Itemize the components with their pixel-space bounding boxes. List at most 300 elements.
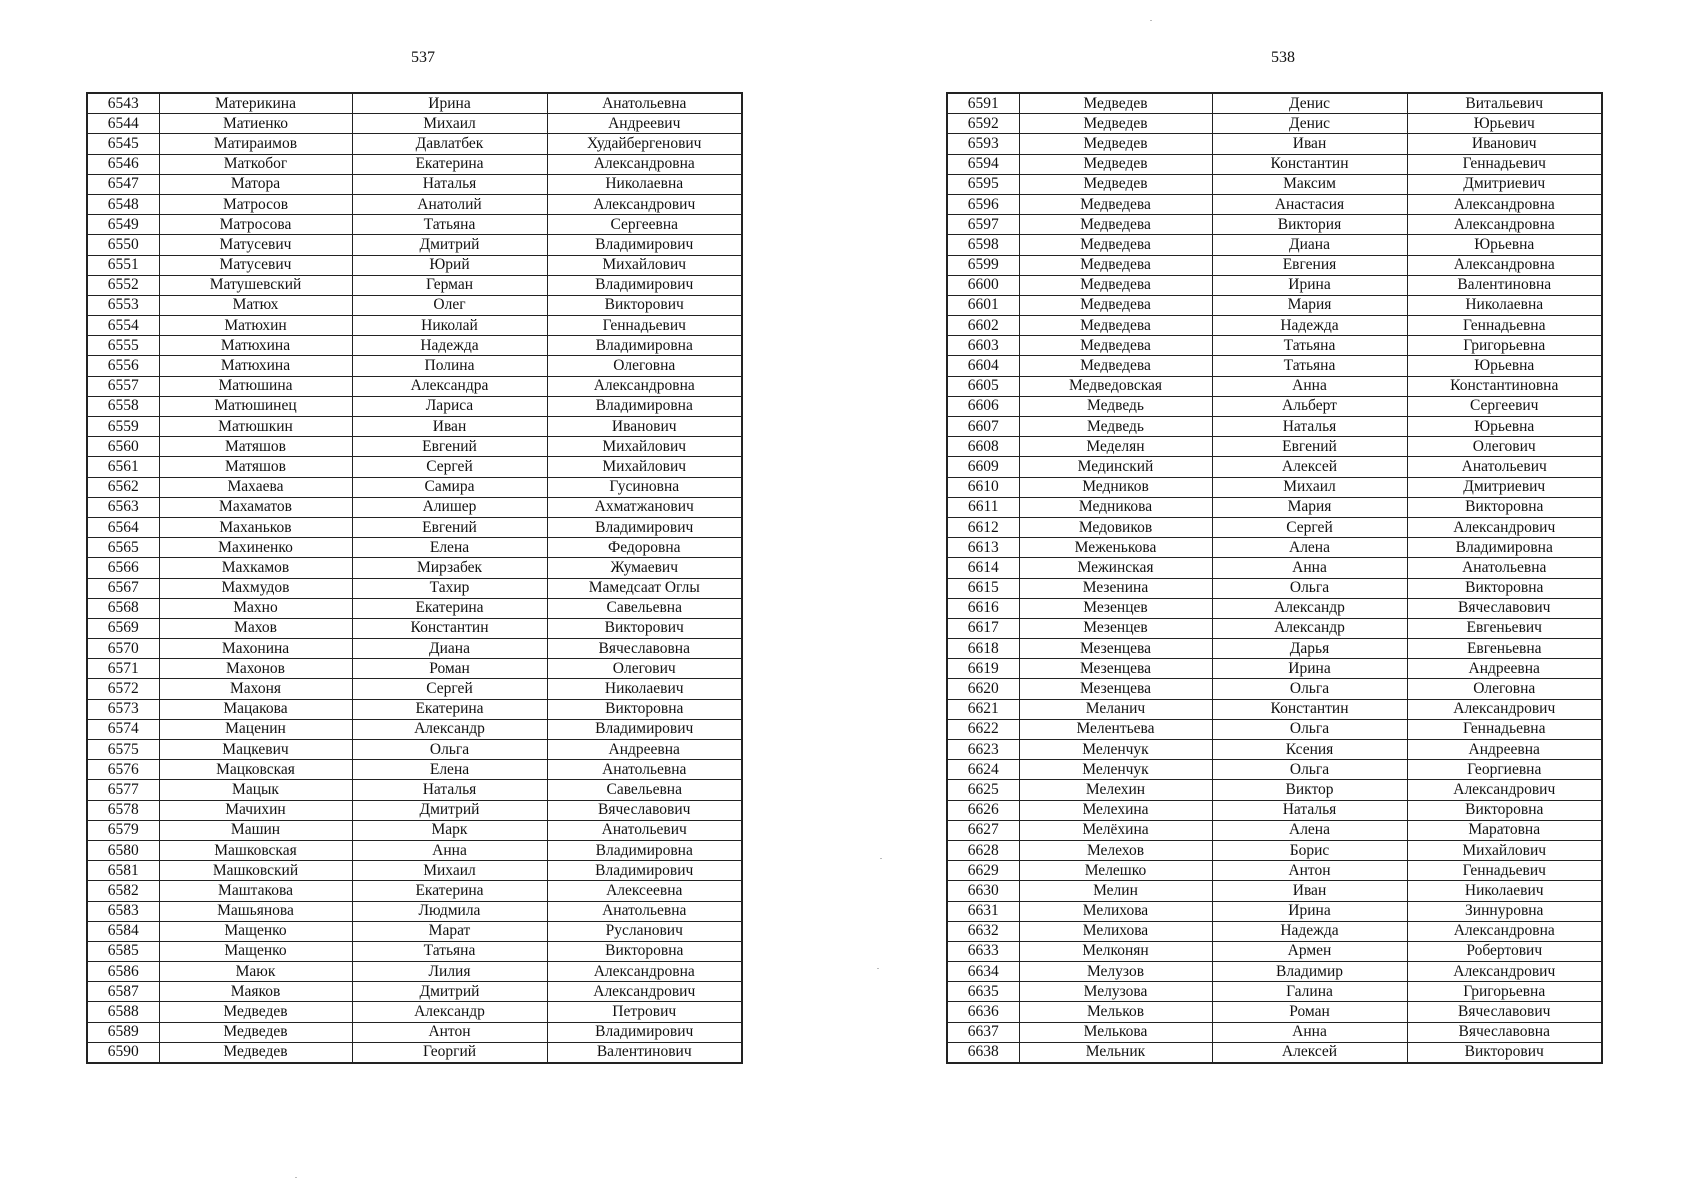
surname-cell: Мезенцева	[1019, 659, 1212, 679]
table-row	[87, 396, 742, 416]
first-name-cell: Полина	[352, 356, 547, 376]
patronymic-cell: Геннадьевич	[1407, 154, 1602, 174]
first-name-cell: Марат	[352, 921, 547, 941]
patronymic-cell: Анатольевна	[1407, 558, 1602, 578]
surname-cell: Мелузов	[1019, 962, 1212, 982]
record-number-cell: 6602	[947, 316, 1019, 336]
record-number-cell: 6589	[87, 1022, 159, 1042]
first-name-cell: Алена	[1212, 820, 1407, 840]
patronymic-cell: Ахматжанович	[547, 497, 742, 517]
patronymic-cell: Александрович	[1407, 699, 1602, 719]
first-name-cell: Константин	[1212, 154, 1407, 174]
surname-cell: Мелехин	[1019, 780, 1212, 800]
table-row	[87, 699, 742, 719]
first-name-cell: Виктор	[1212, 780, 1407, 800]
table-row	[87, 901, 742, 921]
record-number-cell: 6549	[87, 215, 159, 235]
table-row	[947, 497, 1602, 517]
patronymic-cell: Михайлович	[547, 255, 742, 275]
record-number-cell: 6637	[947, 1022, 1019, 1042]
surname-cell: Матусевич	[159, 235, 352, 255]
record-number-cell: 6559	[87, 417, 159, 437]
first-name-cell: Татьяна	[352, 215, 547, 235]
surname-cell: Меленчук	[1019, 760, 1212, 780]
patronymic-cell: Валентинович	[547, 1042, 742, 1063]
first-name-cell: Константин	[352, 618, 547, 638]
patronymic-cell: Владимирович	[547, 719, 742, 739]
record-number-cell: 6546	[87, 154, 159, 174]
surname-cell: Матюхин	[159, 316, 352, 336]
patronymic-cell: Викторовна	[1407, 497, 1602, 517]
table-row	[87, 1042, 742, 1063]
surname-cell: Мелихова	[1019, 921, 1212, 941]
table-row	[947, 982, 1602, 1002]
surname-cell: Матюшина	[159, 376, 352, 396]
patronymic-cell: Александровна	[1407, 194, 1602, 214]
table-row	[87, 962, 742, 982]
record-number-cell: 6597	[947, 215, 1019, 235]
patronymic-cell: Юрьевич	[1407, 114, 1602, 134]
record-number-cell: 6566	[87, 558, 159, 578]
surname-cell: Мелехина	[1019, 800, 1212, 820]
record-number-cell: 6624	[947, 760, 1019, 780]
record-number-cell: 6612	[947, 517, 1019, 537]
first-name-cell: Ольга	[1212, 679, 1407, 699]
first-name-cell: Иван	[1212, 881, 1407, 901]
patronymic-cell: Федоровна	[547, 538, 742, 558]
record-number-cell: 6625	[947, 780, 1019, 800]
first-name-cell: Лариса	[352, 396, 547, 416]
patronymic-cell: Александрович	[547, 982, 742, 1002]
record-number-cell: 6558	[87, 396, 159, 416]
table-row	[87, 740, 742, 760]
record-number-cell: 6543	[87, 93, 159, 114]
record-number-cell: 6635	[947, 982, 1019, 1002]
surname-cell: Медведева	[1019, 255, 1212, 275]
surname-cell: Медведева	[1019, 194, 1212, 214]
patronymic-cell: Александрович	[547, 194, 742, 214]
first-name-cell: Ксения	[1212, 740, 1407, 760]
patronymic-cell: Владимирович	[547, 275, 742, 295]
surname-cell: Мацык	[159, 780, 352, 800]
first-name-cell: Анна	[1212, 558, 1407, 578]
first-name-cell: Алена	[1212, 538, 1407, 558]
surname-cell: Мелентьева	[1019, 719, 1212, 739]
patronymic-cell: Юрьевна	[1407, 356, 1602, 376]
patronymic-cell: Владимировна	[547, 396, 742, 416]
patronymic-cell: Маратовна	[1407, 820, 1602, 840]
first-name-cell: Александр	[1212, 618, 1407, 638]
record-number-cell: 6618	[947, 639, 1019, 659]
table-row	[87, 780, 742, 800]
table-row	[947, 962, 1602, 982]
record-number-cell: 6565	[87, 538, 159, 558]
first-name-cell: Диана	[352, 639, 547, 659]
table-row	[947, 1042, 1602, 1063]
table-row	[947, 719, 1602, 739]
patronymic-cell: Евгеньевич	[1407, 618, 1602, 638]
table-row	[947, 134, 1602, 154]
patronymic-cell: Валентиновна	[1407, 275, 1602, 295]
table-row	[947, 740, 1602, 760]
patronymic-cell: Анатольевна	[547, 901, 742, 921]
record-number-cell: 6606	[947, 396, 1019, 416]
surname-cell: Мельник	[1019, 1042, 1212, 1063]
first-name-cell: Анна	[352, 840, 547, 860]
patronymic-cell: Вячеславович	[1407, 1002, 1602, 1022]
record-number-cell: 6592	[947, 114, 1019, 134]
first-name-cell: Елена	[352, 538, 547, 558]
record-number-cell: 6617	[947, 618, 1019, 638]
first-name-cell: Мирзабек	[352, 558, 547, 578]
table-row	[87, 1022, 742, 1042]
patronymic-cell: Викторович	[547, 618, 742, 638]
first-name-cell: Георгий	[352, 1042, 547, 1063]
table-row	[947, 1022, 1602, 1042]
patronymic-cell: Андреевич	[547, 114, 742, 134]
patronymic-cell: Зиннуровна	[1407, 901, 1602, 921]
surname-cell: Межинская	[1019, 558, 1212, 578]
table-row	[87, 336, 742, 356]
record-number-cell: 6547	[87, 174, 159, 194]
first-name-cell: Екатерина	[352, 154, 547, 174]
record-number-cell: 6572	[87, 679, 159, 699]
first-name-cell: Наталья	[1212, 800, 1407, 820]
surname-cell: Машьянова	[159, 901, 352, 921]
first-name-cell: Сергей	[352, 679, 547, 699]
first-name-cell: Алексей	[1212, 457, 1407, 477]
table-row	[87, 760, 742, 780]
first-name-cell: Людмила	[352, 901, 547, 921]
patronymic-cell: Олеговна	[547, 356, 742, 376]
patronymic-cell: Анатольевна	[547, 760, 742, 780]
table-row	[947, 941, 1602, 961]
table-row	[947, 780, 1602, 800]
record-number-cell: 6557	[87, 376, 159, 396]
first-name-cell: Александр	[352, 1002, 547, 1022]
table-row	[947, 235, 1602, 255]
record-number-cell: 6551	[87, 255, 159, 275]
patronymic-cell: Викторович	[1407, 1042, 1602, 1063]
table-row	[87, 457, 742, 477]
surname-cell: Матусевич	[159, 255, 352, 275]
record-number-cell: 6585	[87, 941, 159, 961]
table-row	[947, 558, 1602, 578]
first-name-cell: Галина	[1212, 982, 1407, 1002]
first-name-cell: Екатерина	[352, 699, 547, 719]
record-number-cell: 6599	[947, 255, 1019, 275]
table-row	[947, 618, 1602, 638]
record-number-cell: 6574	[87, 719, 159, 739]
patronymic-cell: Савельевна	[547, 780, 742, 800]
surname-cell: Матюхина	[159, 336, 352, 356]
first-name-cell: Екатерина	[352, 881, 547, 901]
table-row	[87, 376, 742, 396]
table-row	[947, 901, 1602, 921]
record-number-cell: 6584	[87, 921, 159, 941]
patronymic-cell: Владимирович	[547, 517, 742, 537]
surname-cell: Маяков	[159, 982, 352, 1002]
table-row	[947, 215, 1602, 235]
table-row	[947, 659, 1602, 679]
patronymic-cell: Петрович	[547, 1002, 742, 1022]
table-row	[947, 457, 1602, 477]
first-name-cell: Ольга	[1212, 760, 1407, 780]
first-name-cell: Наталья	[352, 174, 547, 194]
patronymic-cell: Михайлович	[547, 457, 742, 477]
first-name-cell: Марк	[352, 820, 547, 840]
surname-cell: Материкина	[159, 93, 352, 114]
first-name-cell: Армен	[1212, 941, 1407, 961]
patronymic-cell: Андреевна	[547, 740, 742, 760]
roster-table-right	[946, 92, 1603, 1064]
table-row	[87, 174, 742, 194]
surname-cell: Меленчук	[1019, 740, 1212, 760]
table-row	[947, 295, 1602, 315]
first-name-cell: Дмитрий	[352, 982, 547, 1002]
scan-speck	[877, 968, 879, 969]
table-row	[87, 578, 742, 598]
first-name-cell: Виктория	[1212, 215, 1407, 235]
first-name-cell: Максим	[1212, 174, 1407, 194]
patronymic-cell: Николаевна	[547, 174, 742, 194]
surname-cell: Матяшов	[159, 437, 352, 457]
first-name-cell: Альберт	[1212, 396, 1407, 416]
patronymic-cell: Олегович	[547, 659, 742, 679]
surname-cell: Махиненко	[159, 538, 352, 558]
record-number-cell: 6561	[87, 457, 159, 477]
surname-cell: Махаева	[159, 477, 352, 497]
first-name-cell: Денис	[1212, 114, 1407, 134]
record-number-cell: 6595	[947, 174, 1019, 194]
surname-cell: Мелконян	[1019, 941, 1212, 961]
patronymic-cell: Владимировна	[1407, 538, 1602, 558]
surname-cell: Матираимов	[159, 134, 352, 154]
record-number-cell: 6601	[947, 295, 1019, 315]
record-number-cell: 6586	[87, 962, 159, 982]
surname-cell: Мацковская	[159, 760, 352, 780]
record-number-cell: 6594	[947, 154, 1019, 174]
surname-cell: Мащенко	[159, 941, 352, 961]
patronymic-cell: Николаевич	[1407, 881, 1602, 901]
first-name-cell: Мария	[1212, 295, 1407, 315]
first-name-cell: Роман	[352, 659, 547, 679]
surname-cell: Медведева	[1019, 316, 1212, 336]
first-name-cell: Александр	[352, 719, 547, 739]
surname-cell: Медведев	[1019, 174, 1212, 194]
table-row	[87, 417, 742, 437]
record-number-cell: 6577	[87, 780, 159, 800]
table-row	[87, 719, 742, 739]
first-name-cell: Ирина	[352, 93, 547, 114]
record-number-cell: 6576	[87, 760, 159, 780]
record-number-cell: 6556	[87, 356, 159, 376]
first-name-cell: Татьяна	[352, 941, 547, 961]
patronymic-cell: Владимирович	[547, 861, 742, 881]
first-name-cell: Ольга	[1212, 578, 1407, 598]
record-number-cell: 6638	[947, 1042, 1019, 1063]
patronymic-cell: Михайлович	[547, 437, 742, 457]
first-name-cell: Евгений	[1212, 437, 1407, 457]
record-number-cell: 6613	[947, 538, 1019, 558]
first-name-cell: Самира	[352, 477, 547, 497]
record-number-cell: 6626	[947, 800, 1019, 820]
first-name-cell: Елена	[352, 760, 547, 780]
surname-cell: Матушевский	[159, 275, 352, 295]
table-row	[947, 578, 1602, 598]
record-number-cell: 6611	[947, 497, 1019, 517]
first-name-cell: Владимир	[1212, 962, 1407, 982]
table-row	[87, 800, 742, 820]
table-row	[87, 194, 742, 214]
surname-cell: Мелин	[1019, 881, 1212, 901]
first-name-cell: Евгения	[1212, 255, 1407, 275]
patronymic-cell: Николаевна	[1407, 295, 1602, 315]
record-number-cell: 6545	[87, 134, 159, 154]
surname-cell: Мезенцева	[1019, 679, 1212, 699]
record-number-cell: 6633	[947, 941, 1019, 961]
surname-cell: Меланич	[1019, 699, 1212, 719]
first-name-cell: Мария	[1212, 497, 1407, 517]
surname-cell: Маткобог	[159, 154, 352, 174]
table-row	[87, 255, 742, 275]
first-name-cell: Евгений	[352, 517, 547, 537]
first-name-cell: Герман	[352, 275, 547, 295]
surname-cell: Медведев	[159, 1002, 352, 1022]
patronymic-cell: Гусиновна	[547, 477, 742, 497]
record-number-cell: 6607	[947, 417, 1019, 437]
table-row	[87, 679, 742, 699]
record-number-cell: 6603	[947, 336, 1019, 356]
surname-cell: Маценин	[159, 719, 352, 739]
patronymic-cell: Геннадьевич	[547, 316, 742, 336]
patronymic-cell: Александровна	[1407, 215, 1602, 235]
page-number-right: 538	[1271, 49, 1295, 66]
patronymic-cell: Георгиевна	[1407, 760, 1602, 780]
surname-cell: Махоня	[159, 679, 352, 699]
record-number-cell: 6591	[947, 93, 1019, 114]
surname-cell: Медведев	[159, 1042, 352, 1063]
first-name-cell: Сергей	[352, 457, 547, 477]
patronymic-cell: Анатольевич	[1407, 457, 1602, 477]
record-number-cell: 6544	[87, 114, 159, 134]
patronymic-cell: Сергеевна	[547, 215, 742, 235]
patronymic-cell: Юрьевна	[1407, 417, 1602, 437]
record-number-cell: 6578	[87, 800, 159, 820]
record-number-cell: 6562	[87, 477, 159, 497]
patronymic-cell: Андреевна	[1407, 740, 1602, 760]
table-row	[947, 679, 1602, 699]
surname-cell: Махов	[159, 618, 352, 638]
first-name-cell: Михаил	[352, 861, 547, 881]
patronymic-cell: Андреевна	[1407, 659, 1602, 679]
surname-cell: Мелькова	[1019, 1022, 1212, 1042]
table-row	[947, 639, 1602, 659]
record-number-cell: 6568	[87, 598, 159, 618]
first-name-cell: Анатолий	[352, 194, 547, 214]
first-name-cell: Константин	[1212, 699, 1407, 719]
surname-cell: Медведь	[1019, 396, 1212, 416]
record-number-cell: 6604	[947, 356, 1019, 376]
first-name-cell: Роман	[1212, 1002, 1407, 1022]
first-name-cell: Дарья	[1212, 639, 1407, 659]
table-row	[87, 982, 742, 1002]
record-number-cell: 6552	[87, 275, 159, 295]
surname-cell: Махно	[159, 598, 352, 618]
table-row	[87, 941, 742, 961]
record-number-cell: 6582	[87, 881, 159, 901]
patronymic-cell: Вячеславович	[1407, 598, 1602, 618]
record-number-cell: 6622	[947, 719, 1019, 739]
first-name-cell: Юрий	[352, 255, 547, 275]
first-name-cell: Лилия	[352, 962, 547, 982]
table-row	[947, 255, 1602, 275]
surname-cell: Медведева	[1019, 356, 1212, 376]
first-name-cell: Анна	[1212, 376, 1407, 396]
first-name-cell: Ирина	[1212, 275, 1407, 295]
record-number-cell: 6629	[947, 861, 1019, 881]
patronymic-cell: Вячеславовна	[1407, 1022, 1602, 1042]
patronymic-cell: Русланович	[547, 921, 742, 941]
record-number-cell: 6569	[87, 618, 159, 638]
table-row	[947, 840, 1602, 860]
surname-cell: Матюх	[159, 295, 352, 315]
table-row	[947, 881, 1602, 901]
surname-cell: Маханьков	[159, 517, 352, 537]
surname-cell: Медникова	[1019, 497, 1212, 517]
surname-cell: Медведев	[1019, 154, 1212, 174]
record-number-cell: 6630	[947, 881, 1019, 901]
record-number-cell: 6608	[947, 437, 1019, 457]
patronymic-cell: Николаевич	[547, 679, 742, 699]
table-row	[947, 1002, 1602, 1022]
first-name-cell: Надежда	[1212, 316, 1407, 336]
surname-cell: Матюшинец	[159, 396, 352, 416]
surname-cell: Матросова	[159, 215, 352, 235]
record-number-cell: 6598	[947, 235, 1019, 255]
table-row	[947, 417, 1602, 437]
table-row	[947, 376, 1602, 396]
table-row	[947, 760, 1602, 780]
record-number-cell: 6571	[87, 659, 159, 679]
patronymic-cell: Вячеславовна	[547, 639, 742, 659]
surname-cell: Медведева	[1019, 295, 1212, 315]
surname-cell: Медведев	[159, 1022, 352, 1042]
surname-cell: Медведев	[1019, 93, 1212, 114]
surname-cell: Меженькова	[1019, 538, 1212, 558]
record-number-cell: 6623	[947, 740, 1019, 760]
table-row	[87, 921, 742, 941]
table-row	[947, 598, 1602, 618]
record-number-cell: 6600	[947, 275, 1019, 295]
first-name-cell: Диана	[1212, 235, 1407, 255]
patronymic-cell: Олеговна	[1407, 679, 1602, 699]
patronymic-cell: Александровна	[547, 962, 742, 982]
table-row	[947, 93, 1602, 114]
table-row	[87, 215, 742, 235]
table-row	[87, 618, 742, 638]
first-name-cell: Александр	[1212, 598, 1407, 618]
table-row	[947, 336, 1602, 356]
table-row	[87, 820, 742, 840]
surname-cell: Мезенцев	[1019, 598, 1212, 618]
first-name-cell: Екатерина	[352, 598, 547, 618]
record-number-cell: 6634	[947, 962, 1019, 982]
surname-cell: Медведева	[1019, 336, 1212, 356]
surname-cell: Мелешко	[1019, 861, 1212, 881]
surname-cell: Мелехов	[1019, 840, 1212, 860]
record-number-cell: 6587	[87, 982, 159, 1002]
